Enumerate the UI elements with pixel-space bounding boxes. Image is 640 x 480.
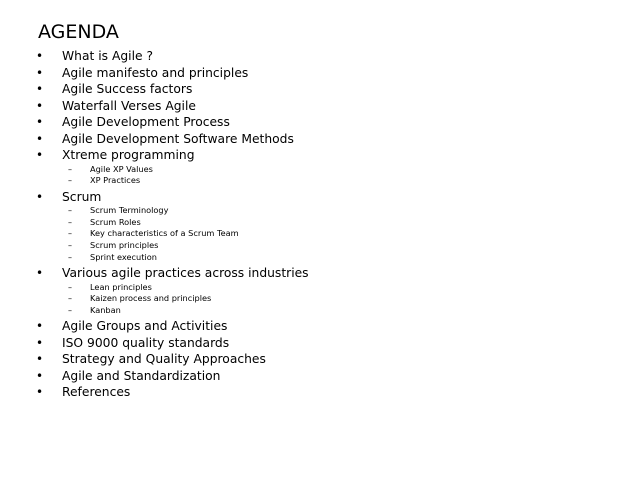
bullet-icon: •	[36, 82, 44, 96]
agenda-item	[36, 65, 626, 82]
agenda-subitem	[36, 252, 626, 264]
agenda-item	[36, 351, 626, 368]
dash-icon: –	[68, 164, 72, 174]
agenda-item	[36, 114, 626, 131]
agenda-list	[36, 48, 626, 401]
bullet-icon: •	[36, 65, 44, 80]
dash-icon: –	[68, 206, 72, 216]
agenda-item-label: Various agile practices across industries	[62, 266, 309, 281]
dash-icon: –	[68, 240, 72, 250]
bullet-icon: •	[36, 148, 44, 162]
bullet-icon: •	[36, 98, 44, 113]
agenda-subitem-label: Scrum principles	[90, 239, 159, 250]
agenda-subitem-label: Lean principles	[90, 281, 152, 292]
bullet-icon: •	[36, 266, 44, 281]
agenda-sublist	[36, 205, 626, 263]
agenda-item-label: Agile Groups and Activities	[62, 319, 228, 334]
dash-icon: –	[68, 294, 72, 304]
agenda-item-label: ISO 9000 quality standards	[62, 335, 230, 350]
agenda-subitem	[36, 217, 626, 229]
agenda-subitem-label: Sprint execution	[90, 251, 157, 262]
bullet-icon: •	[36, 352, 44, 367]
bullet-icon: •	[36, 131, 44, 146]
agenda-sublist	[36, 282, 626, 317]
agenda-subitem	[36, 305, 626, 317]
bullet-icon: •	[36, 49, 44, 63]
agenda-item-label: Agile Success factors	[62, 82, 193, 96]
slide-title: AGENDA	[38, 21, 119, 43]
bullet-icon: •	[36, 319, 44, 334]
agenda-item	[36, 265, 626, 282]
bullet-icon: •	[36, 368, 44, 383]
agenda-item-label: Xtreme programming	[62, 148, 195, 162]
agenda-subitem-label: Agile XP Values	[90, 163, 153, 174]
agenda-item-label: Strategy and Quality Approaches	[62, 352, 266, 367]
agenda-item-label: Agile Development Process	[62, 115, 230, 129]
agenda-item-label: Agile Development Software Methods	[62, 131, 294, 146]
dash-icon: –	[68, 217, 72, 227]
dash-icon: –	[68, 252, 72, 262]
agenda-item	[36, 131, 626, 148]
agenda-subitem-label: Scrum Roles	[90, 216, 141, 227]
agenda-item	[36, 335, 626, 352]
agenda-sublist	[36, 164, 626, 187]
agenda-item-label: References	[62, 385, 131, 400]
agenda-subitem	[36, 293, 626, 305]
bullet-icon: •	[36, 385, 44, 400]
agenda-subitem-label: XP Practices	[90, 175, 141, 186]
bullet-icon: •	[36, 335, 44, 350]
agenda-subitem	[36, 282, 626, 294]
agenda-subitem-label: Kaizen process and principles	[90, 293, 212, 304]
agenda-item	[36, 98, 626, 115]
bullet-icon: •	[36, 189, 44, 204]
agenda-subitem-label: Kanban	[90, 304, 121, 315]
agenda-item	[36, 318, 626, 335]
dash-icon: –	[68, 282, 72, 292]
bullet-icon: •	[36, 115, 44, 129]
agenda-item	[36, 368, 626, 385]
agenda-item	[36, 147, 626, 164]
agenda-subitem	[36, 228, 626, 240]
agenda-item-label: Waterfall Verses Agile	[62, 98, 196, 113]
agenda-subitem-label: Scrum Terminology	[90, 205, 169, 216]
agenda-subitem	[36, 175, 626, 187]
dash-icon: –	[68, 305, 72, 315]
agenda-item-label: What is Agile ?	[62, 49, 154, 63]
agenda-subitem-label: Key characteristics of a Scrum Team	[90, 228, 239, 239]
agenda-item	[36, 384, 626, 401]
agenda-item-label: Agile and Standardization	[62, 368, 221, 383]
agenda-item	[36, 189, 626, 206]
dash-icon: –	[68, 229, 72, 239]
agenda-item	[36, 81, 626, 98]
agenda-item	[36, 48, 626, 65]
agenda-subitem	[36, 164, 626, 176]
agenda-item-label: Agile manifesto and principles	[62, 65, 249, 80]
dash-icon: –	[68, 176, 72, 186]
agenda-item-label: Scrum	[62, 189, 102, 204]
agenda-subitem	[36, 205, 626, 217]
agenda-subitem	[36, 240, 626, 252]
